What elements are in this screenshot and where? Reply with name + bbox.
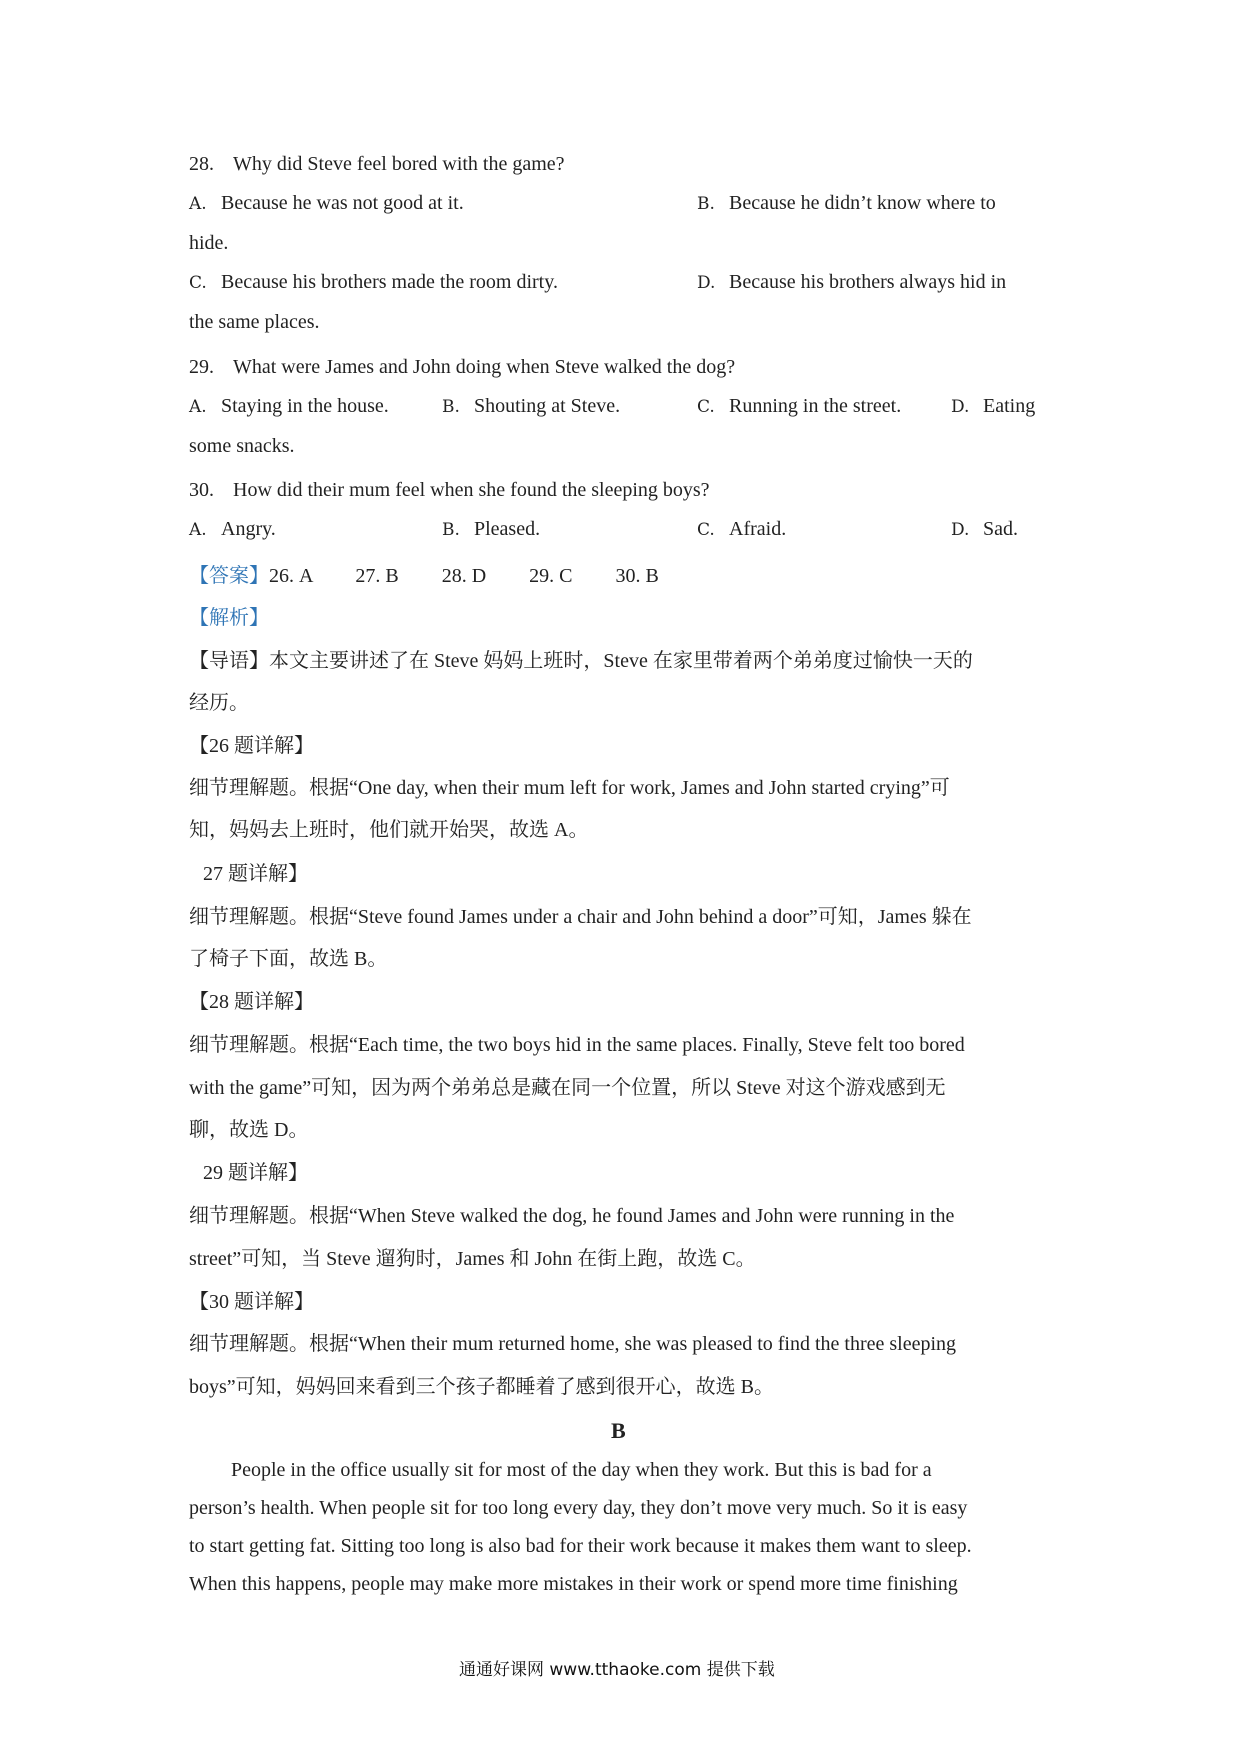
option-c bbox=[697, 396, 901, 416]
question-number: 28. bbox=[189, 153, 214, 175]
option-continuation: the same places. bbox=[189, 311, 320, 333]
detail-line: 细节理解题。根据“When their mum returned home, she was pleased to find the three sleeping bbox=[189, 1333, 957, 1355]
intro-line: 经历。 bbox=[189, 692, 249, 714]
answer-item: 28. D bbox=[441, 565, 487, 587]
option-a bbox=[189, 193, 464, 213]
passage-line: person’s health. When people sit for too long every day, they don’t move very much. So it is easy bbox=[189, 1497, 968, 1519]
option-label: A. bbox=[189, 397, 207, 417]
option-label: A. bbox=[189, 520, 207, 540]
footer-text: 通通好课网 www.tthaoke.com 提供下载 bbox=[459, 1660, 775, 1680]
option-continuation: hide. bbox=[189, 232, 229, 254]
answer-item: 29. C bbox=[529, 565, 573, 587]
option-label: B. bbox=[442, 397, 460, 417]
answer-item: 27. B bbox=[355, 565, 399, 587]
passage-line: to start getting fat. Sitting too long is also bad for their work because it makes them want to sleep. bbox=[189, 1535, 972, 1557]
option-b bbox=[442, 519, 540, 539]
option-text: Because his brothers made the room dirty. bbox=[221, 271, 558, 293]
answer-tag: 【答案】 bbox=[189, 565, 269, 587]
option-text: Because his brothers always hid in bbox=[729, 271, 1007, 293]
question-number: 30. bbox=[189, 479, 214, 501]
answer-item: 26. A bbox=[269, 565, 313, 587]
option-text: Afraid. bbox=[729, 518, 787, 540]
detail-line: 细节理解题。根据“Each time, the two boys hid in the same places. Finally, Steve felt too bored bbox=[189, 1034, 965, 1056]
option-a bbox=[189, 519, 276, 539]
option-label: D. bbox=[697, 273, 716, 293]
detail-heading-28: 【28 题详解】 bbox=[189, 991, 314, 1013]
detail-line: boys”可知，妈妈回来看到三个孩子都睡着了感到很开心，故选 B。 bbox=[189, 1376, 774, 1398]
detail-heading-30: 【30 题详解】 bbox=[189, 1291, 314, 1313]
detail-line: with the game”可知，因为两个弟弟总是藏在同一个位置，所以 Steve 对这个游戏感到无 bbox=[189, 1077, 946, 1099]
option-b bbox=[697, 193, 996, 213]
option-label: B. bbox=[697, 194, 715, 214]
passage-line: When this happens, people may make more mistakes in their work or spend more time finishing bbox=[189, 1573, 958, 1595]
option-label: C. bbox=[697, 520, 715, 540]
passage-line: People in the office usually sit for most of the day when they work. But this is bad for a bbox=[231, 1459, 932, 1481]
option-d bbox=[951, 519, 1018, 539]
option-text: Shouting at Steve. bbox=[474, 395, 621, 417]
question-text: How did their mum feel when she found the sleeping boys? bbox=[233, 479, 710, 501]
detail-line: 细节理解题。根据“Steve found James under a chair and John behind a door”可知，James 躲在 bbox=[189, 906, 972, 928]
question-text: Why did Steve feel bored with the game? bbox=[233, 153, 565, 175]
option-label: D. bbox=[951, 397, 970, 417]
option-text: Staying in the house. bbox=[221, 395, 389, 417]
option-text: Running in the street. bbox=[729, 395, 902, 417]
question-29 bbox=[189, 357, 735, 377]
option-d bbox=[697, 272, 1006, 292]
option-d bbox=[951, 396, 1035, 416]
question-text: What were James and John doing when Steve walked the dog? bbox=[233, 356, 736, 378]
detail-line: 了椅子下面，故选 B。 bbox=[189, 948, 388, 970]
option-text: Sad. bbox=[983, 518, 1018, 540]
detail-heading-26: 【26 题详解】 bbox=[189, 735, 314, 757]
detail-line: 细节理解题。根据“One day, when their mum left for work, James and John started crying”可 bbox=[189, 777, 950, 799]
option-label: B. bbox=[442, 520, 460, 540]
answer-line bbox=[189, 566, 659, 586]
option-text: Angry. bbox=[221, 518, 276, 540]
detail-line: 聊，故选 D。 bbox=[189, 1119, 309, 1141]
option-label: C. bbox=[697, 397, 715, 417]
intro-text: 本文主要讲述了在 Steve 妈妈上班时，Steve 在家里带着两个弟弟度过愉快一天的 bbox=[269, 650, 973, 672]
intro-line bbox=[189, 651, 973, 671]
option-label: A. bbox=[189, 194, 207, 214]
answer-item: 30. B bbox=[615, 565, 659, 587]
option-b bbox=[442, 396, 620, 416]
option-text: Because he didn’t know where to bbox=[729, 192, 996, 214]
question-30 bbox=[189, 480, 710, 500]
detail-heading-29: 29 题详解】 bbox=[203, 1162, 308, 1184]
option-c bbox=[697, 519, 786, 539]
detail-line: street”可知，当 Steve 遛狗时，James 和 John 在街上跑，故选 C。 bbox=[189, 1248, 756, 1270]
option-a bbox=[189, 396, 389, 416]
option-text: Because he was not good at it. bbox=[221, 192, 464, 214]
question-28 bbox=[189, 154, 565, 174]
section-title: B bbox=[611, 1418, 626, 1443]
detail-line: 细节理解题。根据“When Steve walked the dog, he found James and John were running in the bbox=[189, 1205, 955, 1227]
option-text: Pleased. bbox=[474, 518, 541, 540]
intro-tag: 【导语】 bbox=[189, 650, 269, 672]
option-label: C. bbox=[189, 273, 207, 293]
question-number: 29. bbox=[189, 356, 214, 378]
option-continuation: some snacks. bbox=[189, 435, 295, 457]
option-label: D. bbox=[951, 520, 970, 540]
option-text: Eating bbox=[983, 395, 1036, 417]
option-c bbox=[189, 272, 558, 292]
detail-heading-27: 27 题详解】 bbox=[203, 863, 308, 885]
detail-line: 知，妈妈去上班时，他们就开始哭，故选 A。 bbox=[189, 819, 589, 841]
analysis-tag: 【解析】 bbox=[189, 607, 269, 629]
